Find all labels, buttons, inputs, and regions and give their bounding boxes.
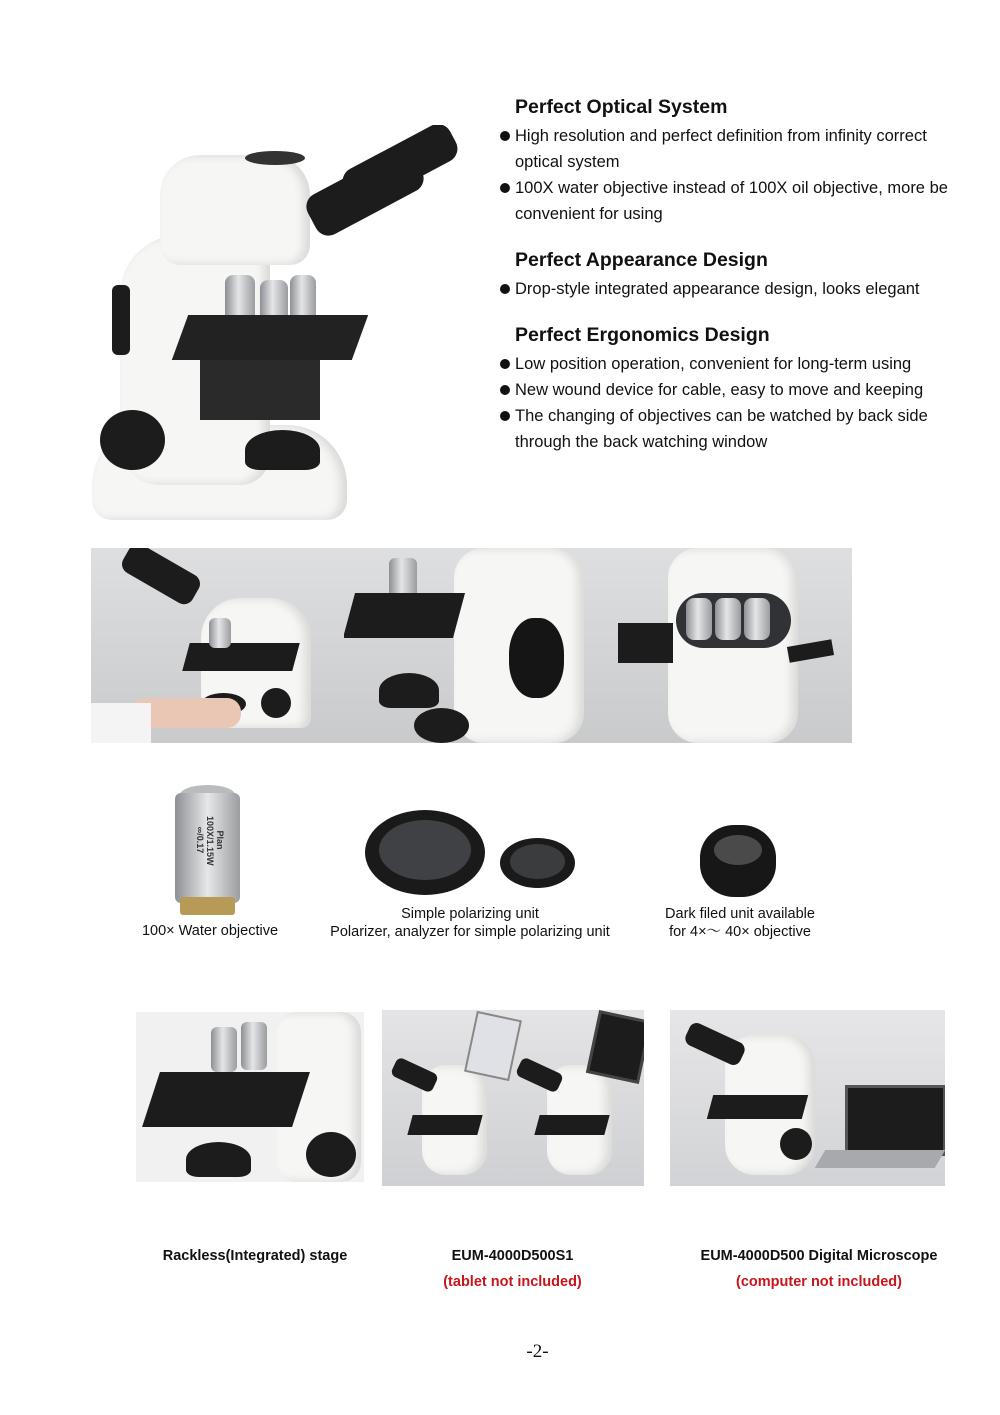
feature-bullet — [500, 175, 970, 227]
bullet-dot-icon — [500, 411, 510, 421]
caption-line: Dark filed unit available — [665, 906, 815, 922]
product-note: (tablet not included) — [443, 1274, 582, 1290]
section-title: Perfect Appearance Design — [515, 249, 768, 271]
feature-section-ergonomics — [500, 324, 970, 455]
section-title: Perfect Ergonomics Design — [515, 324, 770, 346]
bullet-text: The changing of objectives can be watched by back side — [515, 407, 928, 425]
feature-bullet — [500, 377, 970, 403]
bullet-text-continued: convenient for using — [515, 205, 663, 223]
feature-bullet — [500, 351, 970, 377]
bullet-dot-icon — [500, 183, 510, 193]
bullet-dot-icon — [500, 131, 510, 141]
bullet-text: Drop-style integrated appearance design, looks elegant — [515, 280, 920, 298]
caption-line: for 4×～ 40× objective — [669, 924, 811, 940]
feature-bullet — [500, 276, 970, 302]
feature-bullet — [500, 403, 970, 455]
caption-eum-4000d500 — [670, 1247, 968, 1291]
bullet-text: New wound device for cable, easy to move and keeping — [515, 381, 924, 399]
photo-stage-and-cable — [344, 548, 598, 743]
caption-darkfield-unit — [640, 905, 840, 941]
bullet-dot-icon — [500, 385, 510, 395]
bullet-dot-icon — [500, 284, 510, 294]
feature-section-appearance — [500, 249, 970, 302]
photo-rackless-stage — [136, 1012, 364, 1182]
feature-bullet — [500, 123, 970, 175]
caption-eum-4000d500s1 — [385, 1247, 640, 1291]
caption-line: Simple polarizing unit — [401, 906, 539, 922]
product-model: EUM-4000D500 Digital Microscope — [700, 1248, 938, 1264]
polarizing-unit-image — [365, 810, 580, 900]
product-model: EUM-4000D500S1 — [451, 1248, 574, 1264]
water-objective-image — [170, 785, 245, 917]
photo-microscope-in-use — [91, 548, 344, 743]
page-number: -2- — [526, 1341, 549, 1362]
hero-microscope-photo — [80, 125, 480, 525]
darkfield-unit-image — [700, 825, 780, 900]
caption-line: Polarizer, analyzer for simple polarizing unit — [330, 924, 610, 940]
caption-polarizing-unit — [315, 905, 625, 941]
bullet-text-continued: optical system — [515, 153, 620, 171]
objective-lens-text: Plan 100X/1.15W ∞/0.17 — [195, 816, 225, 866]
feature-section-optical — [500, 96, 970, 227]
section-title: Perfect Optical System — [515, 96, 728, 118]
photo-eum-4000d500s1 — [382, 1010, 644, 1186]
photo-eum-4000d500 — [670, 1010, 945, 1186]
bullet-text: High resolution and perfect definition from infinity correct — [515, 127, 927, 145]
feature-list — [500, 96, 970, 477]
caption-water-objective: 100× Water objective — [141, 923, 279, 939]
photo-back-watching-window — [598, 548, 852, 743]
bullet-text: Low position operation, convenient for long-term using — [515, 355, 912, 373]
caption-rackless-stage: Rackless(Integrated) stage — [162, 1248, 348, 1264]
product-note: (computer not included) — [736, 1274, 902, 1290]
bullet-text: 100X water objective instead of 100X oil objective, more be — [515, 179, 948, 197]
bullet-dot-icon — [500, 359, 510, 369]
bullet-text-continued: through the back watching window — [515, 433, 768, 451]
